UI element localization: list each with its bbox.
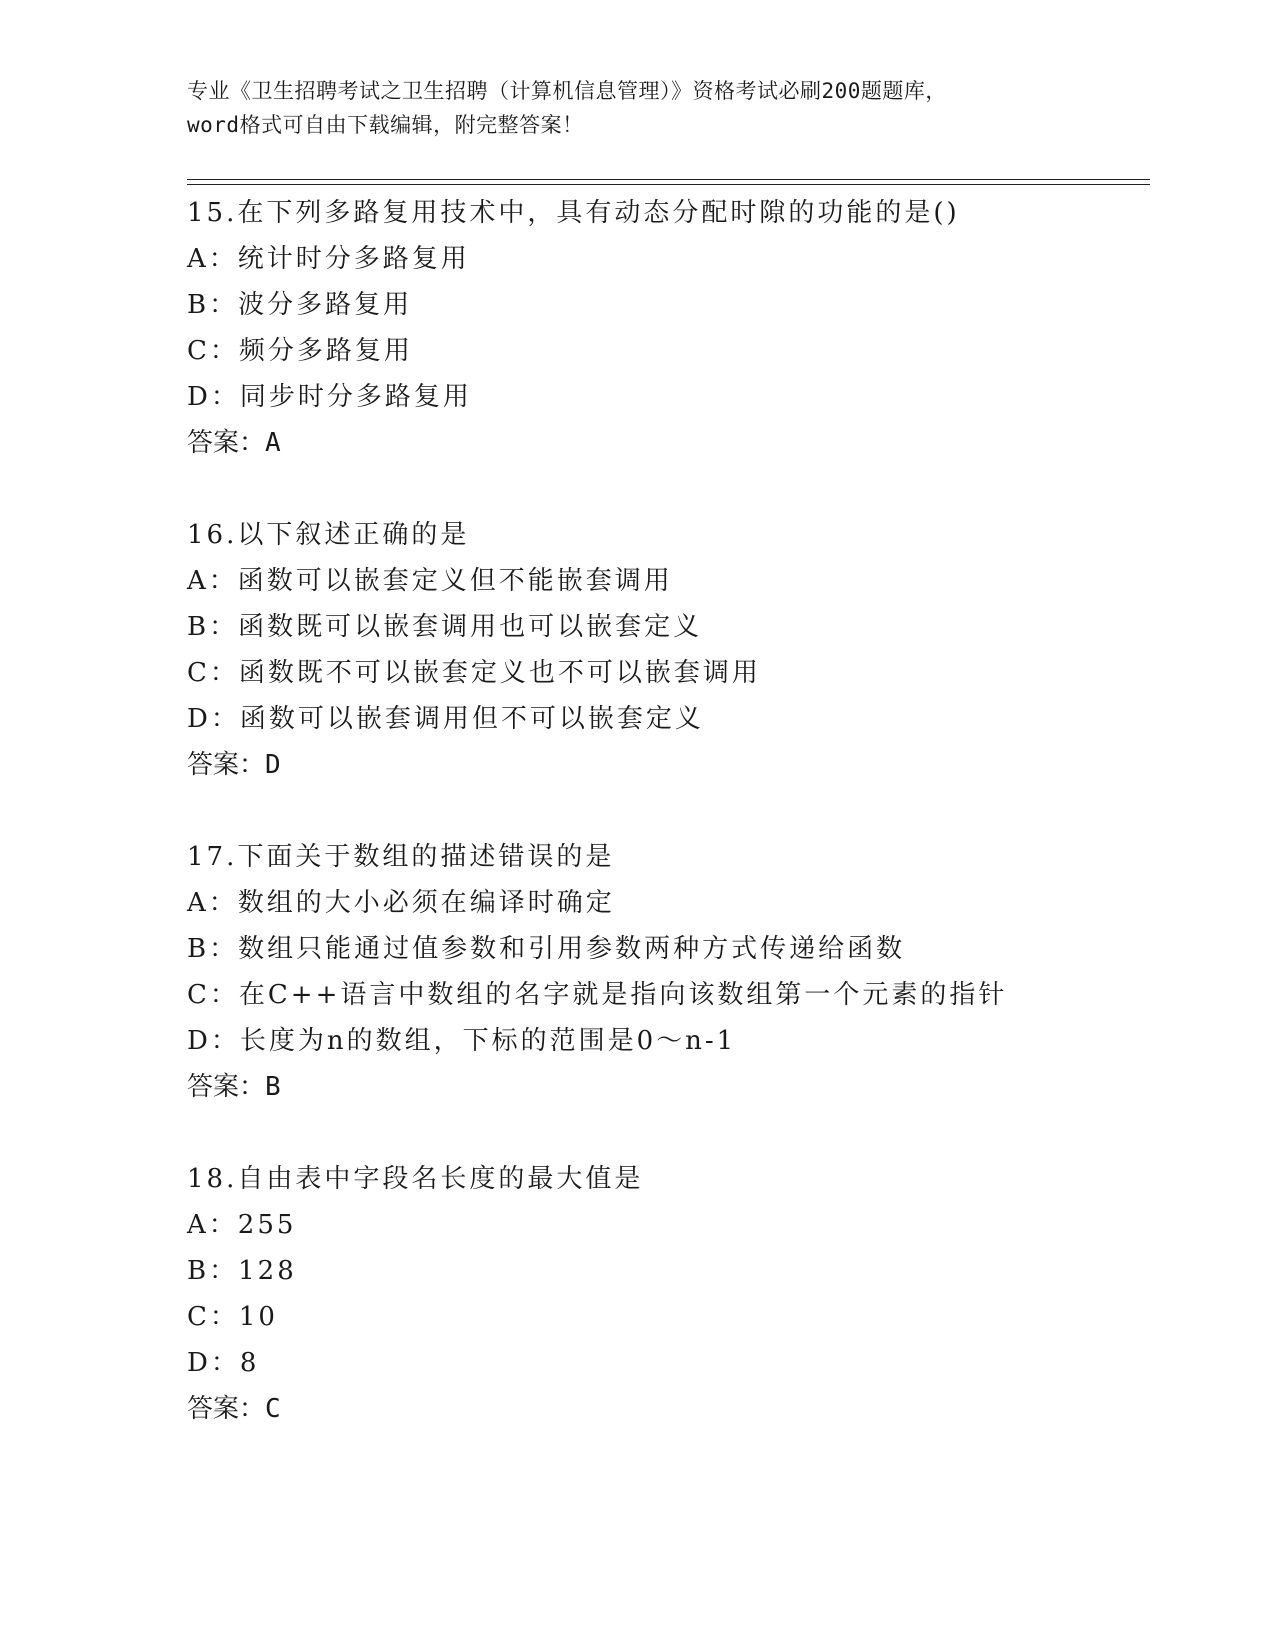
document-header (187, 74, 1087, 142)
option-c: C：10 (187, 1302, 278, 1332)
header-divider-bottom (187, 184, 1150, 185)
question-16 (187, 512, 1147, 788)
option-b: B：函数既可以嵌套调用也可以嵌套定义 (187, 612, 703, 642)
option-a: A：统计时分多路复用 (187, 244, 470, 274)
question-17 (187, 834, 1147, 1110)
question-stem: 16.以下叙述正确的是 (187, 520, 470, 550)
answer: 答案：B (187, 1072, 281, 1102)
option-d: D：长度为n的数组，下标的范围是0～n-1 (187, 1026, 737, 1056)
question-list (187, 190, 1147, 1478)
option-d: D：函数可以嵌套调用但不可以嵌套定义 (187, 704, 704, 734)
header-line-2: word格式可自由下载编辑，附完整答案！ (187, 113, 584, 137)
answer: 答案：A (187, 428, 281, 458)
header-divider-top (187, 179, 1150, 180)
question-15 (187, 190, 1147, 466)
option-a: A：数组的大小必须在编译时确定 (187, 888, 615, 918)
question-stem: 17.下面关于数组的描述错误的是 (187, 842, 615, 872)
option-a: A：255 (187, 1210, 297, 1240)
header-line-1: 专业《卫生招聘考试之卫生招聘（计算机信息管理）》资格考试必刷200题题库， (187, 79, 947, 103)
option-b: B：128 (187, 1256, 297, 1286)
question-18 (187, 1156, 1147, 1432)
answer: 答案：D (187, 750, 281, 780)
option-b: B：数组只能通过值参数和引用参数两种方式传递给函数 (187, 934, 906, 964)
option-a: A：函数可以嵌套定义但不能嵌套调用 (187, 566, 673, 596)
answer: 答案：C (187, 1394, 281, 1424)
option-b: B：波分多路复用 (187, 290, 413, 320)
option-c: C：在C++语言中数组的名字就是指向该数组第一个元素的指针 (187, 980, 1008, 1010)
question-stem: 15.在下列多路复用技术中，具有动态分配时隙的功能的是() (187, 198, 960, 228)
question-stem: 18.自由表中字段名长度的最大值是 (187, 1164, 644, 1194)
option-c: C：函数既不可以嵌套定义也不可以嵌套调用 (187, 658, 761, 688)
option-d: D：同步时分多路复用 (187, 382, 472, 412)
option-d: D：8 (187, 1348, 260, 1378)
option-c: C：频分多路复用 (187, 336, 413, 366)
